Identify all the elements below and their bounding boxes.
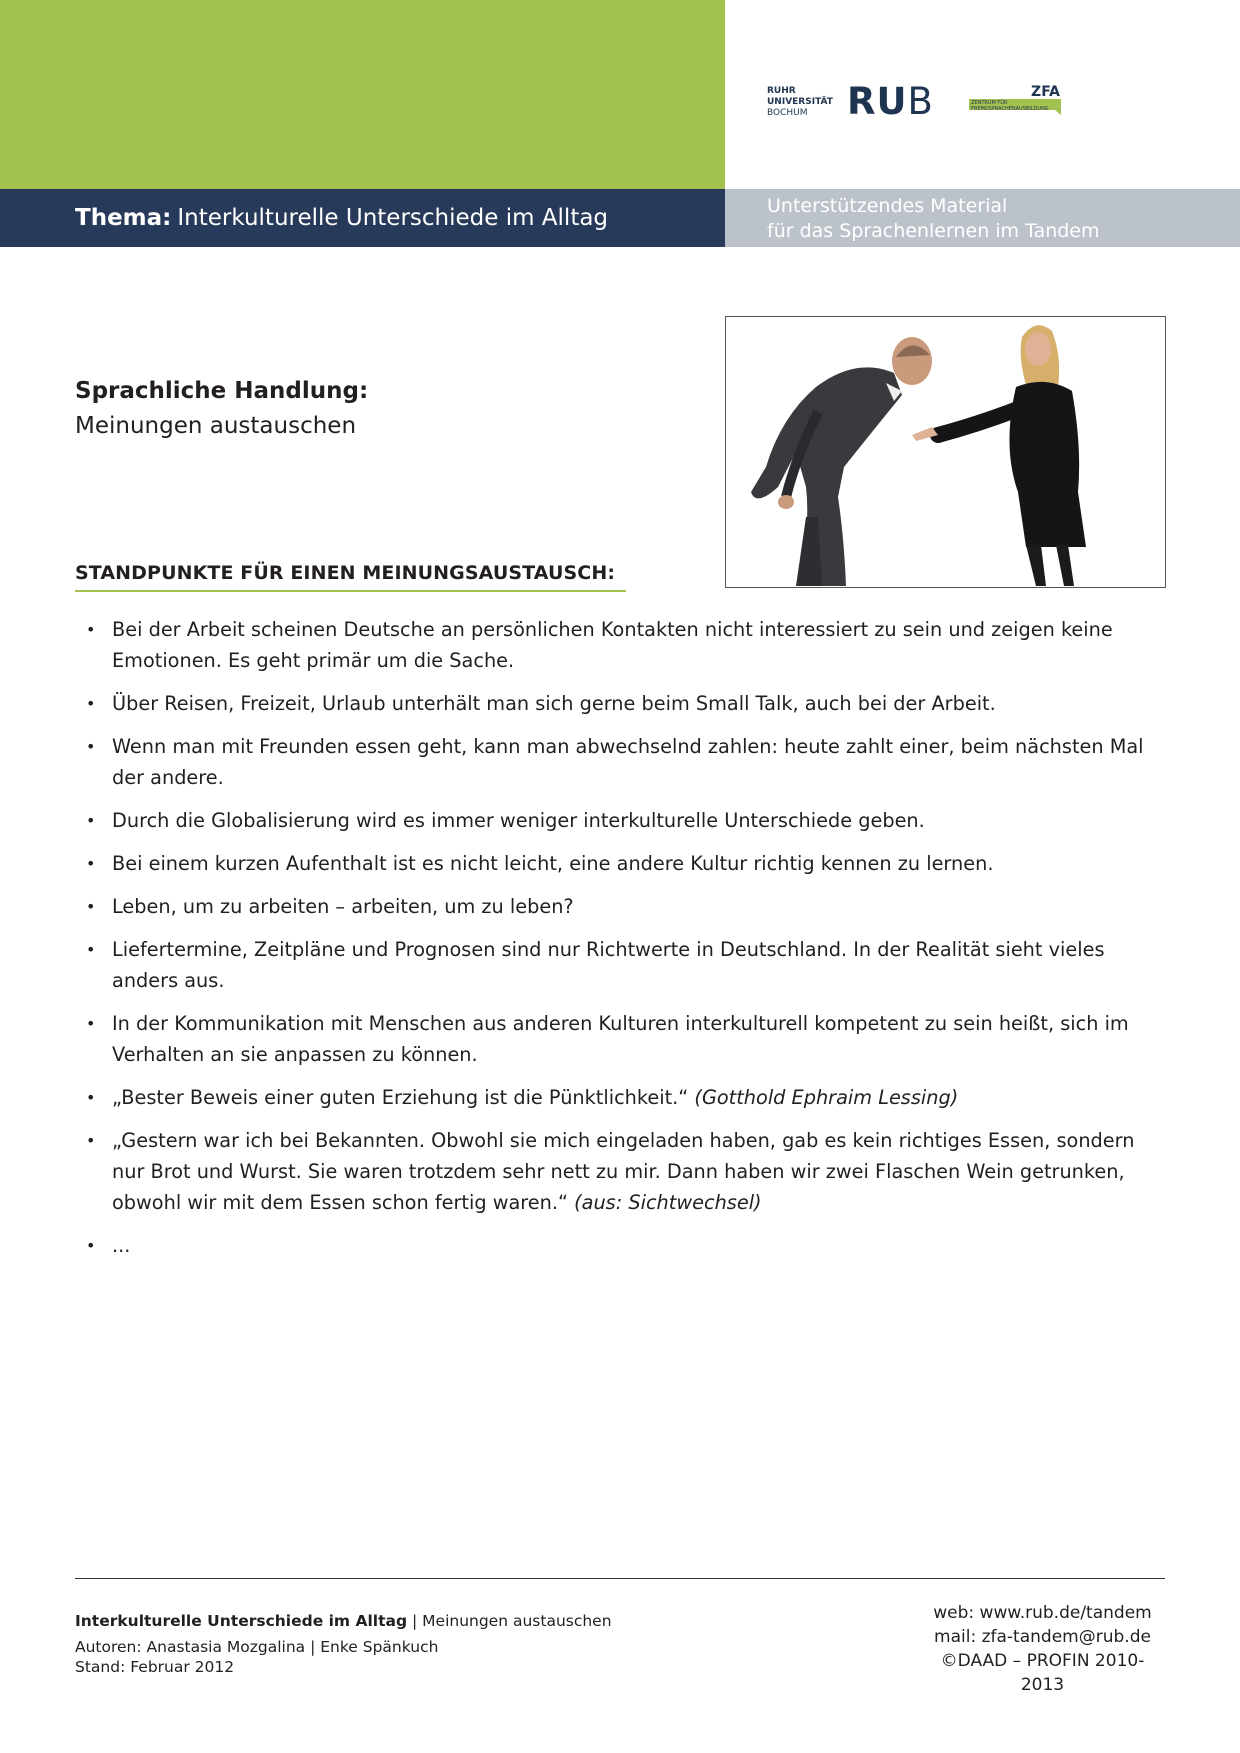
list-item — [75, 731, 1170, 793]
list-item-text: „Gestern war ich bei Bekannten. Obwohl sie mich eingeladen haben, gab es kein richtiges Essen, sondern nur Brot und Wurst. Sie waren trotzdem sehr nett zu mir. Dann haben wir zwei Flaschen Wein getrunken, obwohl wir mit dem Essen schon fertig waren.“ — [112, 1129, 1135, 1214]
list-item — [75, 614, 1170, 676]
list-item-text: In der Kommunikation mit Menschen aus anderen Kulturen interkulturell kompetent zu sein heißt, sich im Verhalten an sie anpassen zu können. — [112, 1012, 1129, 1066]
standpunkte-list — [75, 614, 1170, 1273]
list-item-text: Leben, um zu arbeiten – arbeiten, um zu leben? — [112, 895, 574, 918]
footer-copyright: ©DAAD – PROFIN 2010-2013 — [940, 1651, 1145, 1695]
handlung-title: Sprachliche Handlung: — [75, 378, 369, 404]
footer-title-bold: Interkulturelle Unterschiede im Alltag — [75, 1612, 408, 1630]
list-item — [75, 848, 1170, 879]
bullet-icon: • — [86, 620, 96, 639]
footer-divider — [75, 1578, 1165, 1579]
list-item — [75, 1008, 1170, 1070]
bullet-icon: • — [86, 897, 96, 916]
rub-logo-line3: BOCHUM — [767, 108, 808, 118]
list-item — [75, 688, 1170, 719]
footer-authors: Autoren: Anastasia Mozgalina | Enke Spänkuch — [75, 1638, 439, 1656]
list-item — [75, 1230, 1170, 1261]
bullet-icon: • — [86, 1131, 96, 1150]
bullet-icon: • — [86, 940, 96, 959]
footer-mail-link[interactable]: mail: zfa-tandem@rub.de — [934, 1627, 1151, 1647]
list-item-source: (aus: Sichtwechsel) — [574, 1191, 762, 1214]
footer-right — [920, 1601, 1165, 1697]
footer-title-rest: Meinungen austauschen — [422, 1612, 612, 1630]
thema-value: Interkulturelle Unterschiede im Alltag — [177, 205, 609, 231]
list-item-text: „Bester Beweis einer guten Erziehung ist die Pünktlichkeit.“ — [112, 1086, 689, 1109]
handshake-photo — [725, 316, 1166, 588]
rub-logo-icon — [847, 82, 934, 122]
list-item-text: ... — [112, 1234, 131, 1257]
list-item-text: Liefertermine, Zeitpläne und Prognosen sind nur Richtwerte in Deutschland. In der Realität sieht vieles anders aus. — [112, 938, 1105, 992]
list-item — [75, 1125, 1170, 1218]
bullet-icon: • — [86, 1014, 96, 1033]
bullet-icon: • — [86, 737, 96, 756]
rub-logo-mark-bold: RU — [847, 80, 908, 123]
footer-title — [75, 1611, 612, 1631]
list-item — [75, 891, 1170, 922]
list-item-text: Bei einem kurzen Aufenthalt ist es nicht leicht, eine andere Kultur richtig kennen zu lernen. — [112, 852, 994, 875]
bullet-icon: • — [86, 1236, 96, 1255]
subtitle-line2: für das Sprachenlernen im Tandem — [767, 220, 1100, 242]
list-item — [75, 1082, 1170, 1113]
list-item-text: Über Reisen, Freizeit, Urlaub unterhält man sich gerne beim Small Talk, auch bei der Arbeit. — [112, 692, 996, 715]
handshake-illustration — [726, 317, 1164, 586]
list-item-source: (Gotthold Ephraim Lessing) — [694, 1086, 959, 1109]
list-item-text: Bei der Arbeit scheinen Deutsche an persönlichen Kontakten nicht interessiert zu sein und zeigen keine Emotionen. Es geht primär um die Sache. — [112, 618, 1113, 672]
thema-bar — [0, 189, 725, 247]
bullet-icon: • — [86, 854, 96, 873]
bullet-icon: • — [86, 811, 96, 830]
footer-left — [75, 1611, 612, 1677]
woman-handshake-figure — [912, 325, 1086, 586]
footer-title-sep: | — [407, 1612, 423, 1630]
zfa-logo-text: ZFA — [1031, 84, 1060, 100]
rub-logo-text — [767, 86, 833, 119]
zfa-logo-subtext: ZENTRUM FÜR FREMDSPRACHENAUSBILDUNG — [971, 100, 1049, 112]
rub-logo-line1: RUHR — [767, 86, 796, 96]
list-item — [75, 805, 1170, 836]
thema-label: Thema: — [75, 205, 172, 231]
rub-logo-line2: UNIVERSITÄT — [767, 97, 833, 107]
footer-stand: Stand: Februar 2012 — [75, 1658, 235, 1676]
subtitle-line1: Unterstützendes Material — [767, 195, 1008, 217]
man-bowing-figure — [751, 337, 932, 586]
rub-logo-mark-light: B — [907, 80, 934, 123]
list-item-text: Durch die Globalisierung wird es immer weniger interkulturelle Unterschiede geben. — [112, 809, 925, 832]
zfa-logo-icon — [969, 84, 1064, 122]
subtitle-bar — [725, 189, 1240, 247]
list-item — [75, 934, 1170, 996]
footer-web-link[interactable]: web: www.rub.de/tandem — [933, 1603, 1152, 1623]
standpunkte-heading: STANDPUNKTE FÜR EINEN MEINUNGSAUSTAUSCH: — [75, 562, 626, 592]
list-item-text: Wenn man mit Freunden essen geht, kann man abwechselnd zahlen: heute zahlt einer, beim nächsten Mal der andere. — [112, 735, 1144, 789]
handlung-value: Meinungen austauschen — [75, 413, 357, 439]
bullet-icon: • — [86, 694, 96, 713]
bullet-icon: • — [86, 1088, 96, 1107]
header-green-band — [0, 0, 725, 189]
